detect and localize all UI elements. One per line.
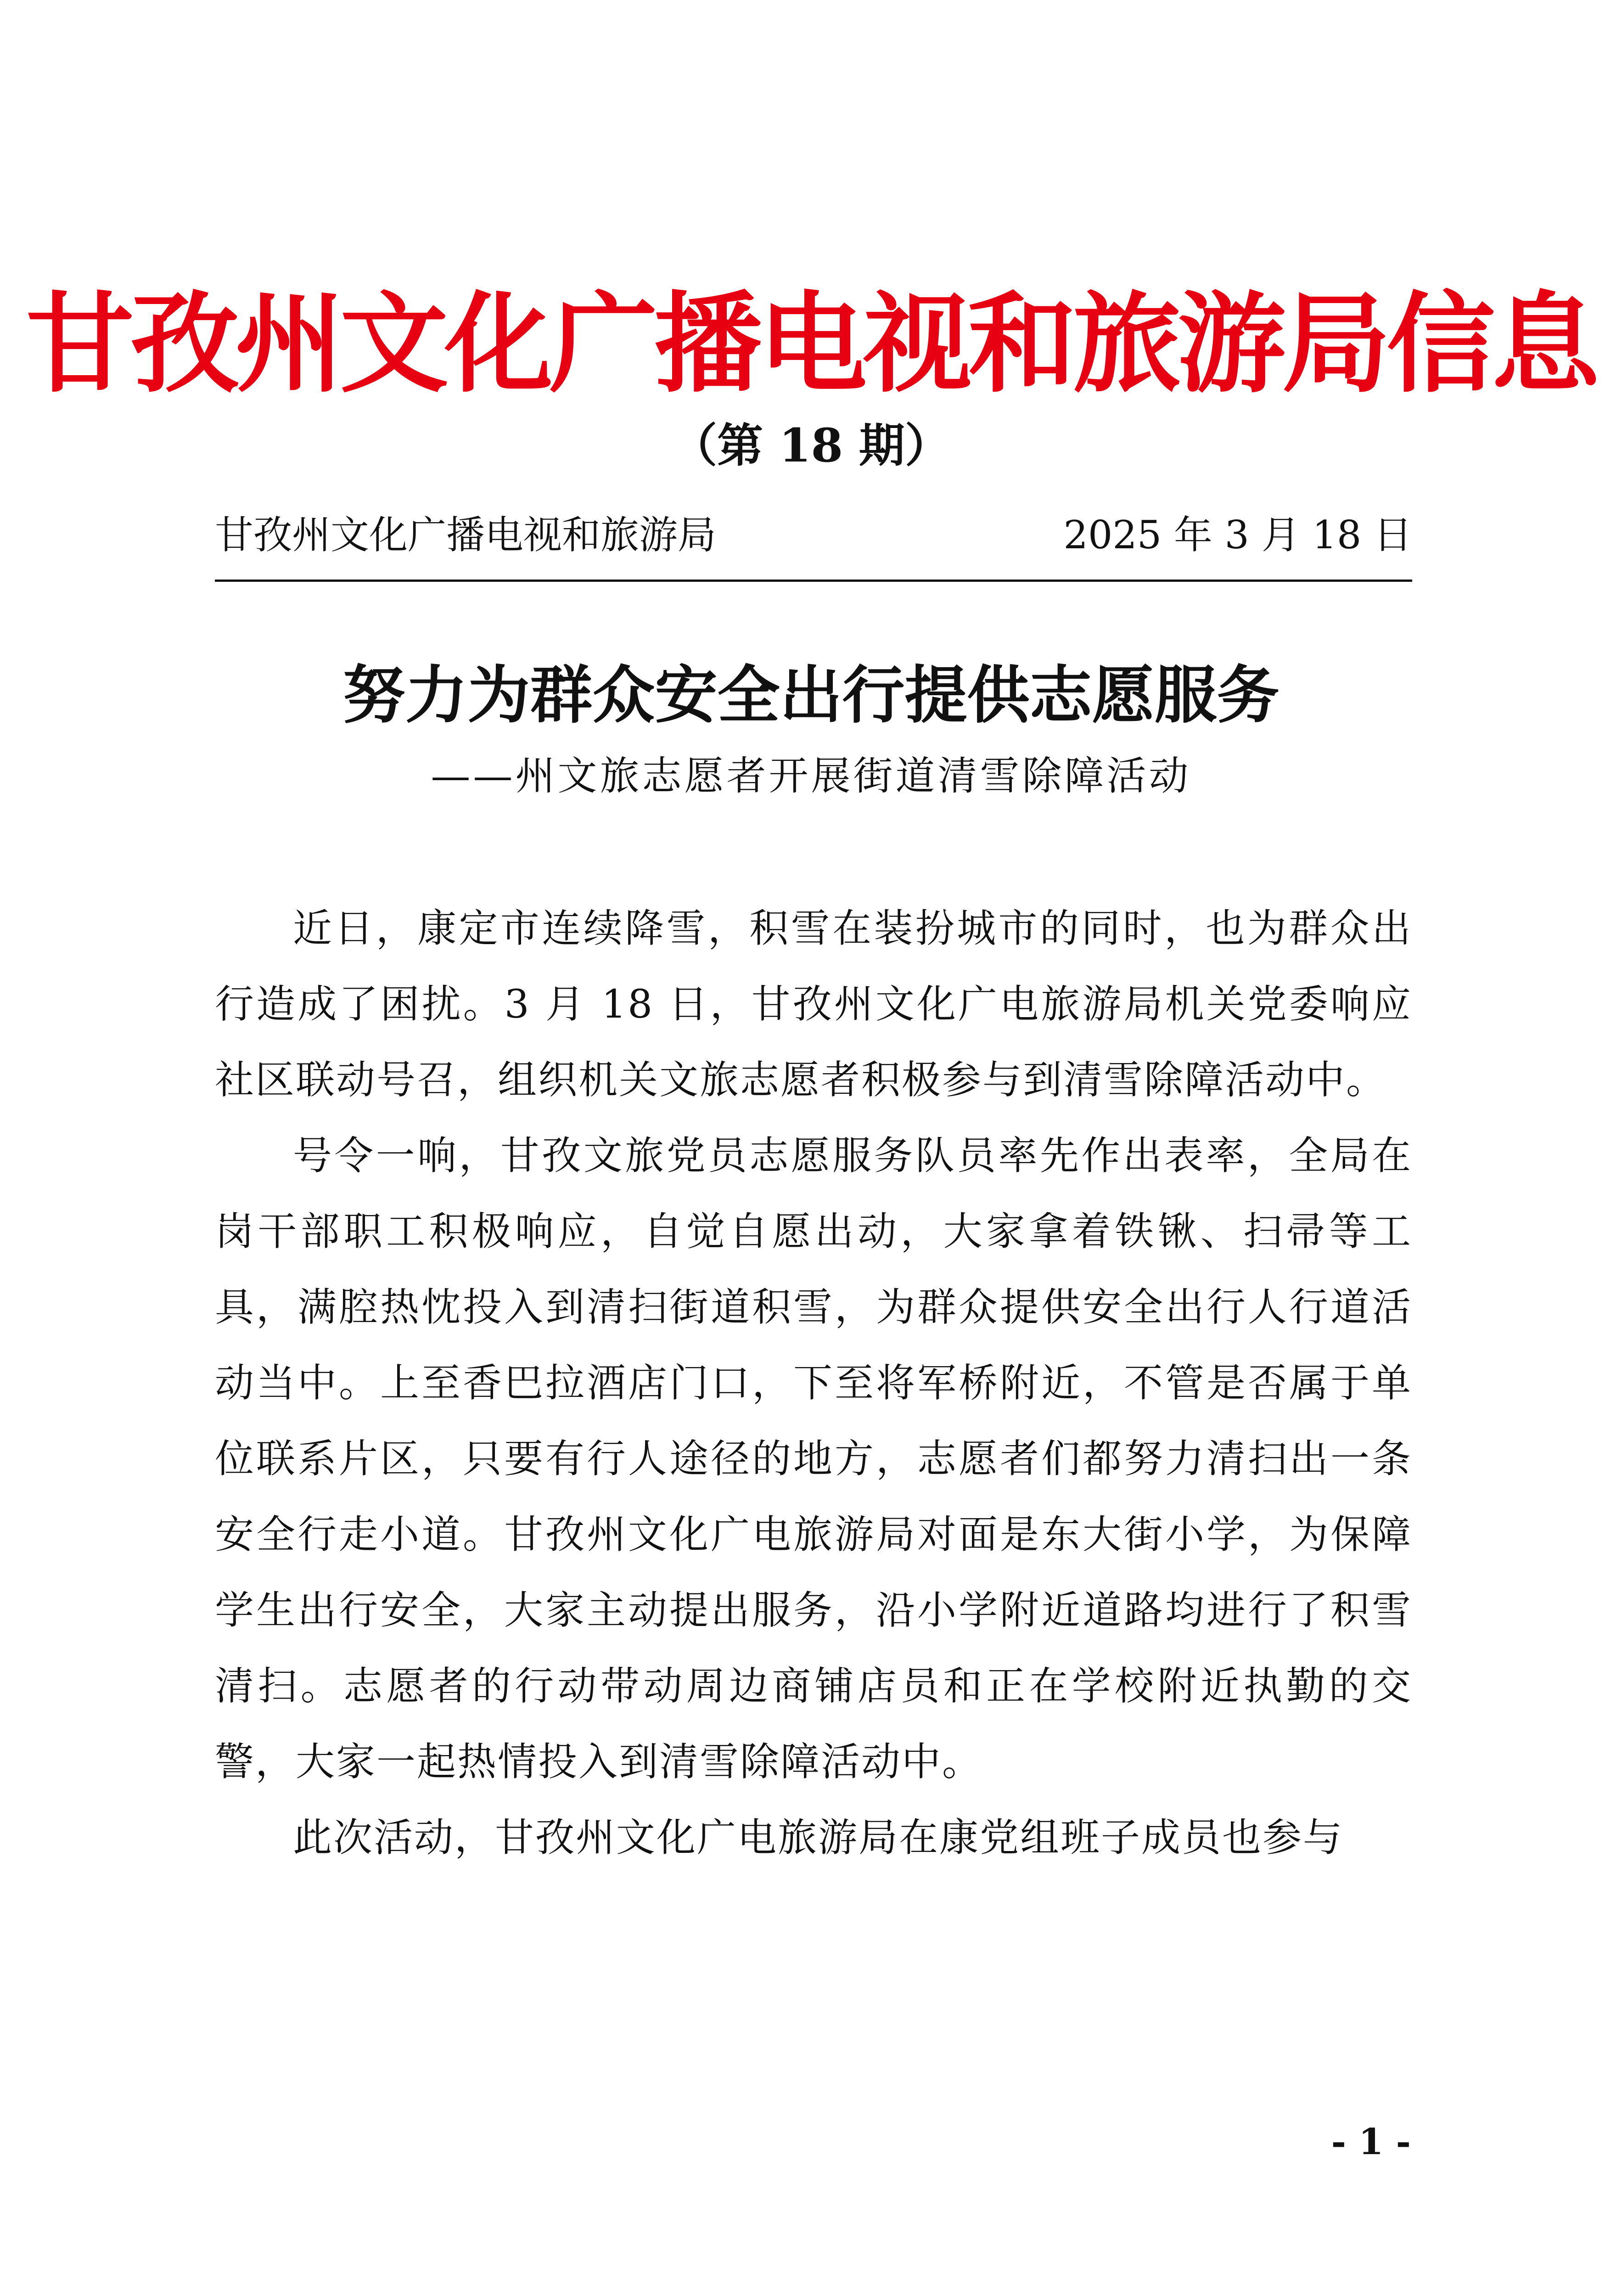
body-paragraph: 号令一响，甘孜文旅党员志愿服务队员率先作出表率，全局在岗干部职工积极响应，自觉自愿出动，大家拿着铁锹、扫帚等工具，满腔热忱投入到清扫街道积雪，为群众提供安全出行人行道活动当中。上至香巴拉酒店门口，下至将军桥附近，不管是否属于单位联系片区，只要有行人途径的地方，志愿者们都努力清扫出一条安全行走小道。甘孜州文化广电旅游局对面是东大街小学，为保障学生出行安全，大家主动提出服务，沿小学附近道路均进行了积雪清扫。志愿者的行动带动周边商铺店员和正在学校附近执勤的交警，大家一起热情投入到清雪除障活动中。 xyxy=(215,1133,1412,1785)
body-paragraph: 此次活动，甘孜州文化广电旅游局在康党组班子成员也参与 xyxy=(293,1815,1344,1861)
body-paragraph: 近日，康定市连续降雪，积雪在装扮城市的同时，也为群众出行造成了困扰。3 月 18 日，甘孜州文化广电旅游局机关党委响应社区联动号召，组织机关文旅志愿者积极参与到清雪除障活动中。 xyxy=(215,906,1412,1103)
publication-date: 2025 年 3 月 18 日 xyxy=(1063,512,1412,557)
header-divider xyxy=(215,580,1412,582)
article-body xyxy=(215,891,1412,1876)
issue-number: （第 18 期） xyxy=(671,418,951,473)
publisher-name: 甘孜州文化广播电视和旅游局 xyxy=(215,512,717,557)
publication-meta xyxy=(215,510,1412,560)
masthead-title: 甘孜州文化广播电视和旅游局信息 xyxy=(26,281,1596,407)
article-title: 努力为群众安全出行提供志愿服务 xyxy=(342,659,1280,732)
page-number: - 1 - xyxy=(1331,2121,1411,2163)
article-subtitle: ——州文旅志愿者开展街道清雪除障活动 xyxy=(431,753,1191,799)
